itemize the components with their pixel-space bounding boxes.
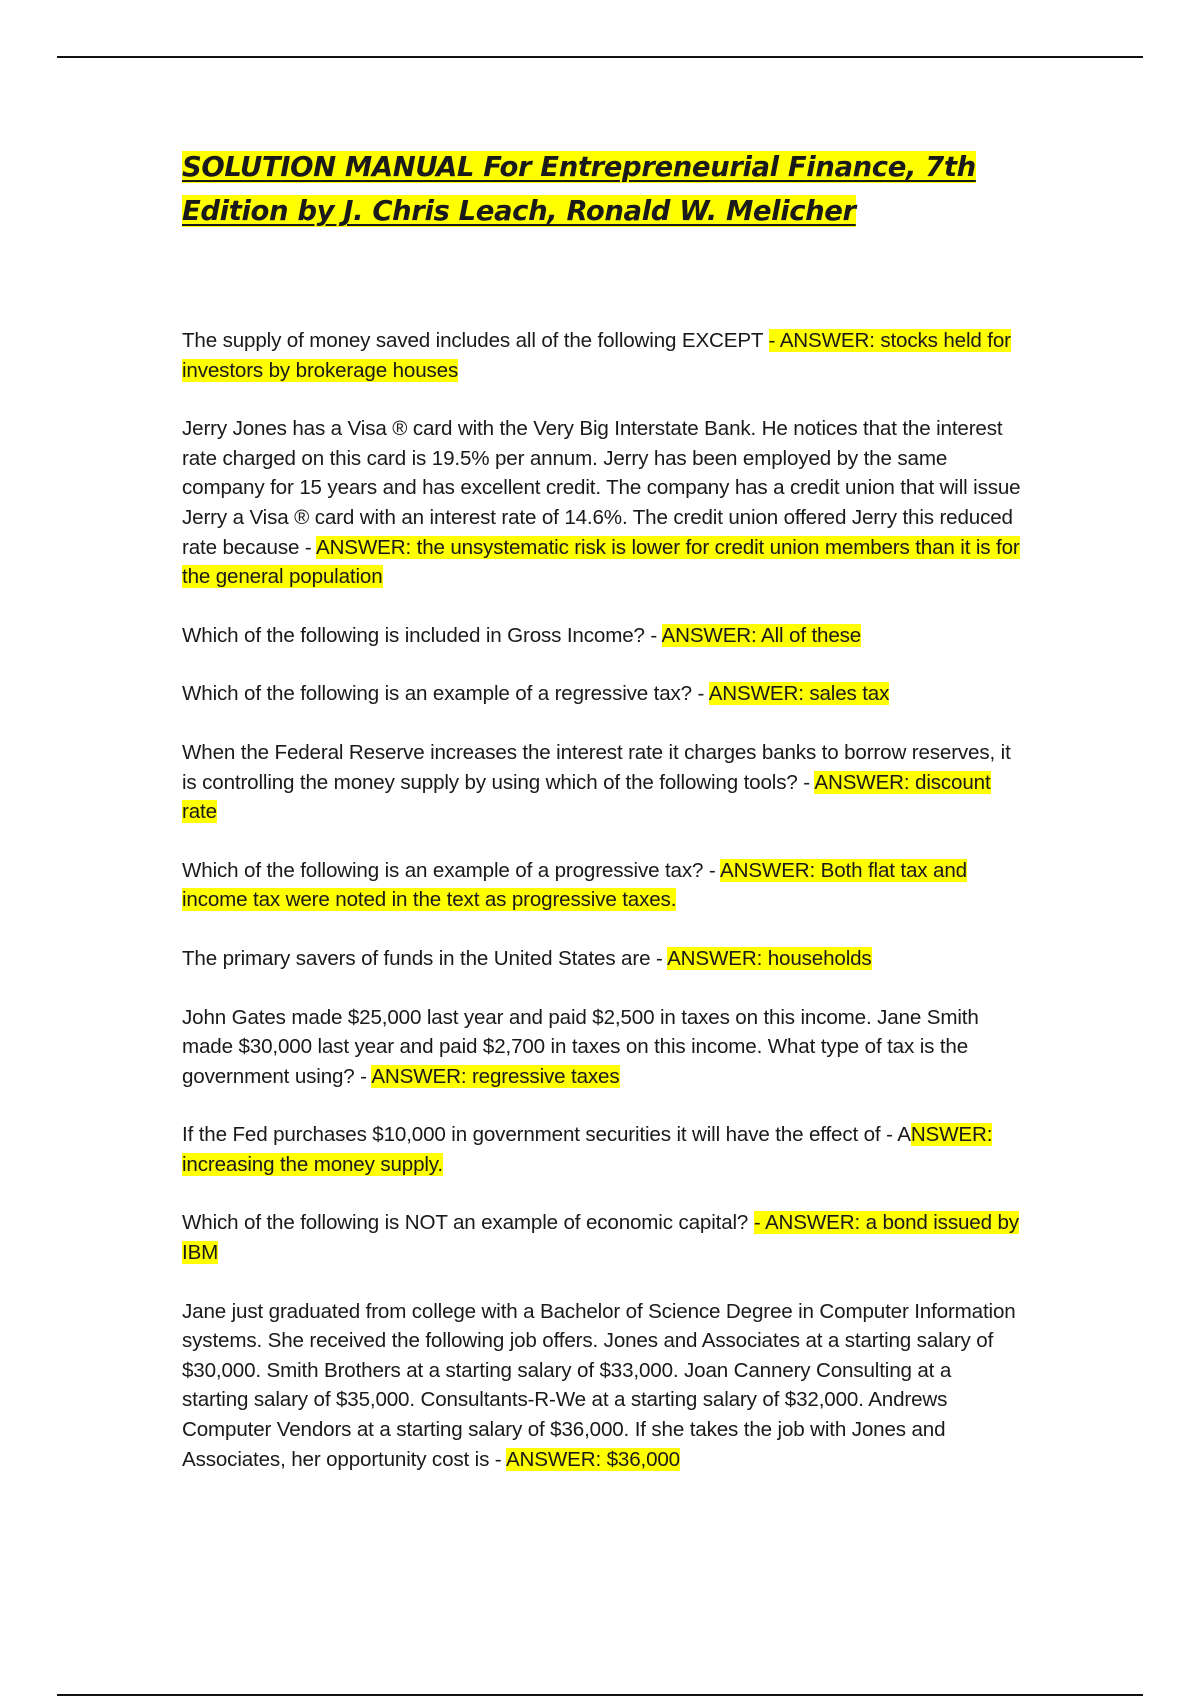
bottom-rule xyxy=(57,1694,1143,1696)
question-text: Jerry Jones has a Visa ® card with the Very Big Interstate Bank. He notices that the interest rate charged on this card is 19.5% per annum. Jerry has been employed by the same company for 15 years and has excellent credit. The company has a credit union that will issue Jerry a Visa ® card with an interest rate of 14.6%. The credit union offered Jerry this reduced rate because - xyxy=(182,417,1021,559)
qa-item xyxy=(182,944,1022,974)
answer-text: ANSWER: sales tax xyxy=(708,682,890,706)
question-text: If the Fed purchases $10,000 in government securities it will have the effect of - A xyxy=(182,1123,911,1147)
qa-item xyxy=(182,414,1022,592)
qa-item xyxy=(182,738,1022,827)
qa-item xyxy=(182,326,1022,385)
qa-list xyxy=(182,326,1022,1474)
question-text: Which of the following is included in Gross Income? - xyxy=(182,623,662,647)
question-text: The supply of money saved includes all of the following EXCEPT xyxy=(182,329,769,352)
answer-text: ANSWER: $36,000 xyxy=(505,1447,680,1471)
answer-text: ANSWER: the unsystematic risk is lower for credit union members than it is for the general population xyxy=(182,535,1020,589)
qa-item xyxy=(182,1208,1022,1267)
question-text: Which of the following is an example of a regressive tax? - xyxy=(182,682,709,706)
question-text: Which of the following is NOT an example of economic capital? xyxy=(182,1211,754,1235)
document-body xyxy=(182,145,1022,1503)
document-title xyxy=(182,145,1022,233)
question-text: John Gates made $25,000 last year and paid $2,500 in taxes on this income. Jane Smith made $30,000 last year and paid $2,700 in taxes on this income. What type of tax is the government using? - xyxy=(182,1005,979,1088)
document-title-text: SOLUTION MANUAL For Entrepreneurial Finance, 7th Edition by J. Chris Leach, Ronald W. Melicher xyxy=(182,151,976,227)
top-rule xyxy=(57,56,1143,58)
question-text: The primary savers of funds in the United States are - xyxy=(182,946,668,970)
answer-text: ANSWER: All of these xyxy=(661,623,862,647)
answer-text: - ANSWER: stocks held for investors by brokerage houses xyxy=(182,329,1011,382)
question-text: Jane just graduated from college with a Bachelor of Science Degree in Computer Information systems. She received the following job offers. Jones and Associates at a starting salary of $30,000. Smith Brothers at a starting salary of $33,000. Joan Cannery Consulting at a starting salary of $35,000. Consultants-R-We at a starting salary of $32,000. Andrews Computer Vendors at a starting salary of $36,000. If she takes the job with Jones and Associates, her opportunity cost is - xyxy=(182,1299,1016,1471)
question-text: Which of the following is an example of a progressive tax? - xyxy=(182,858,721,882)
qa-item xyxy=(182,856,1022,915)
qa-item xyxy=(182,621,1022,651)
answer-text: ANSWER: regressive taxes xyxy=(371,1064,620,1088)
answer-text: ANSWER: discount rate xyxy=(182,770,991,824)
qa-item xyxy=(182,1120,1022,1179)
qa-item xyxy=(182,679,1022,709)
answer-text: ANSWER: households xyxy=(667,946,872,970)
answer-text: - ANSWER: a bond issued by IBM xyxy=(182,1211,1019,1265)
qa-item xyxy=(182,1297,1022,1475)
answer-text: ANSWER: Both flat tax and income tax were noted in the text as progressive taxes. xyxy=(182,858,967,912)
qa-item xyxy=(182,1003,1022,1092)
question-text: When the Federal Reserve increases the interest rate it charges banks to borrow reserves, it is controlling the money supply by using which of the following tools? - xyxy=(182,740,1011,794)
answer-text: NSWER: increasing the money supply. xyxy=(182,1123,993,1176)
